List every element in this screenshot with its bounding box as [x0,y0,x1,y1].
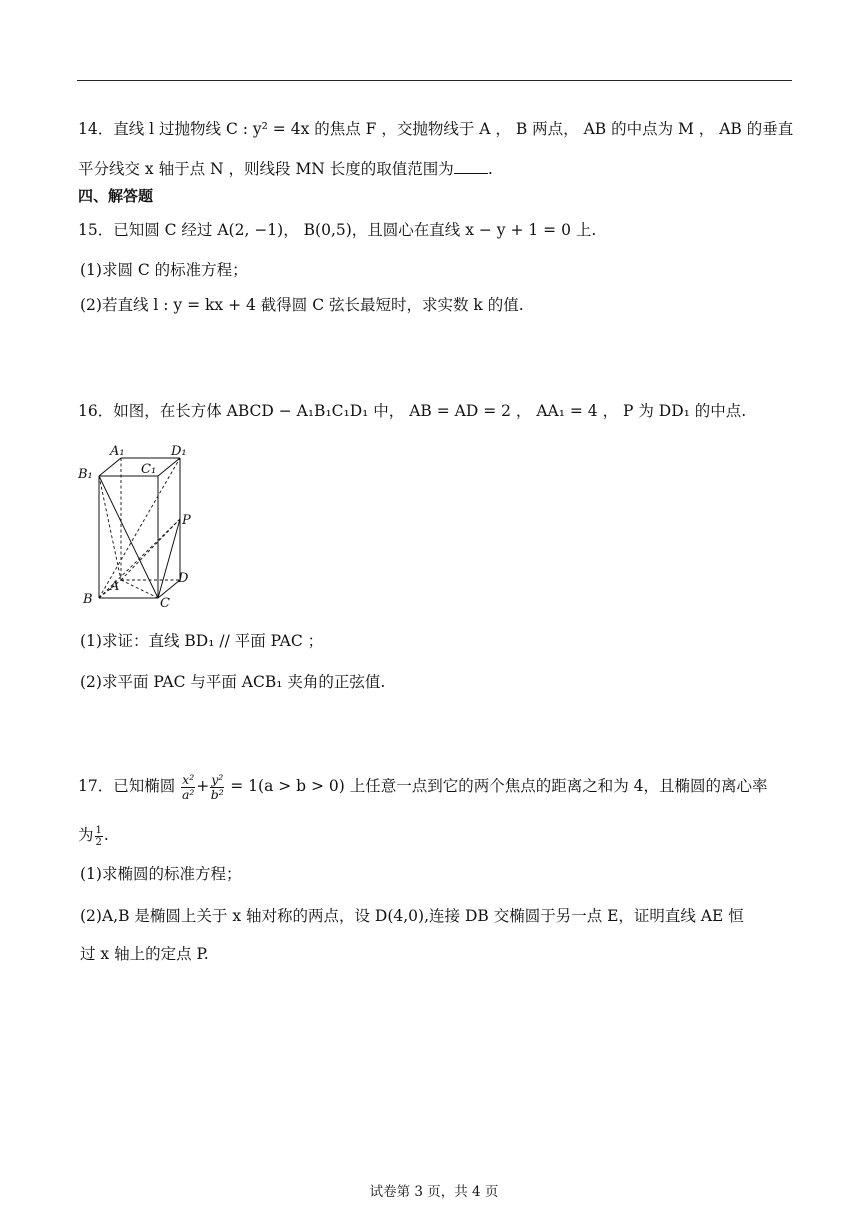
q17-part2-line1: (2)A,B 是椭圆上关于 x 轴对称的两点，设 D(4,0),连接 DB 交椭圆于另一点 E，证明直线 AE 恒 [80,907,744,925]
label-c: C [160,596,170,611]
q15-part2: (2)若直线 l : y = kx + 4 截得圆 C 弦长最短时，求实数 k 的值. [80,296,524,314]
q14-line1: 14．直线 l 过抛物线 C : y² = 4x 的焦点 F ，交抛物线于 A ， B 两点， AB 的中点为 M ， AB 的垂直 [78,120,794,138]
hidden-segment-a-c [121,580,158,598]
fraction-x2-a2: $\frac{\text{x²}}{\text{a²}}$ [181,771,195,802]
section-heading: 四、解答题 [78,187,154,205]
label-b: B [83,592,93,607]
answer-blank[interactable] [454,159,488,174]
label-d1: D₁ [171,444,187,459]
label-a1: A₁ [110,444,125,459]
label-c1: C₁ [141,462,157,477]
q17-line2-end: . [103,826,109,844]
q15-line1: 15．已知圆 C 经过 A(2, −1)， B(0,5)，且圆心在直线 x − y + 1 = 0 上. [78,221,597,239]
hidden-segment-b-d1 [99,458,180,598]
cuboid-figure [78,440,198,615]
q17-part1: (1)求椭圆的标准方程； [80,865,242,883]
header-rule [77,80,792,81]
q17-eccentricity-prefix: 为 [78,826,94,844]
q16-part1: (1)求证：直线 BD₁ // 平面 PAC ； [80,632,324,650]
page-footer: 试卷第 3 页，共 4 页 [369,1184,499,1200]
q17-line2 [78,820,109,850]
edge-c1-d1 [158,458,180,476]
label-a: A [110,579,120,594]
hidden-segment-b1-a [99,476,121,580]
q17-intro: 17．已知椭圆 [78,777,176,795]
q14-line2-text: 平分线交 x 轴于点 N ，则线段 MN 长度的取值范围为 [78,160,454,178]
fraction-y2-b2: $\frac{\text{y²}}{\text{b²}}$ [210,771,224,802]
q16-part2: (2)求平面 PAC 与平面 ACB₁ 夹角的正弦值. [80,673,386,691]
q14-line2 [78,158,493,180]
label-b1: B₁ [78,467,93,482]
q17-line1 [78,768,768,804]
q16-line1: 16．如图，在长方体 ABCD − A₁B₁C₁D₁ 中， AB = AD = 2 ， AA₁ = 4 ， P 为 DD₁ 的中点. [78,402,747,420]
label-d: D [178,571,189,586]
q15-part1: (1)求圆 C 的标准方程； [80,261,248,279]
plus-sign: + [196,777,210,795]
label-p: P [182,513,191,528]
edge-b1-a1 [99,458,121,476]
q17-condition: = 1(a > b > 0) 上任意一点到它的两个焦点的距离之和为 4，且椭圆的离心率 [230,777,768,795]
q17-part2-line2: 过 x 轴上的定点 P. [80,945,209,963]
fraction-one-half: $\frac{1}{2}$ [95,824,102,848]
q14-line2-end: . [487,160,493,178]
